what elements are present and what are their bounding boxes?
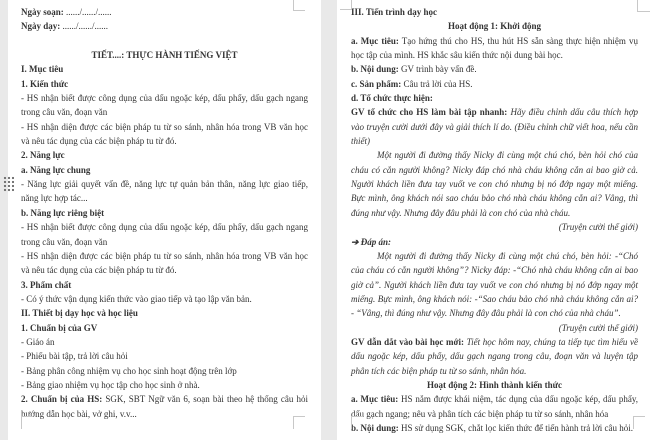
paragraph (351, 392, 638, 421)
text-run: b. Nội dung: (351, 64, 399, 75)
text-run: Ngày dạy: (21, 21, 63, 32)
paragraph (21, 364, 308, 378)
text-run: - HS nhận diện được các biện pháp tu từ so sánh, nhân hóa trong VB văn học và nêu tác dụng của các biện pháp tu từ đó. (21, 121, 308, 147)
paragraph (21, 120, 308, 149)
paragraph (351, 235, 638, 249)
paragraph (351, 220, 638, 234)
text-run: a. Mục tiêu: (351, 394, 399, 405)
text-run: - HS nhận biết được công dụng của dấu ngoặc kép, dấu phẩy, dấu gạch ngang trong câu văn, đoạn văn (21, 222, 308, 247)
page-2[interactable] (337, 0, 650, 440)
text-run: - Có ý thức vận dụng kiến thức vào giao tiếp và tạo lập văn bản. (21, 293, 252, 304)
text-run: II. Thiết bị dạy học và học liệu (21, 308, 138, 319)
text-run: - Phiếu bài tập, trả lời câu hỏi (21, 351, 128, 362)
text-run: Tiết học hôm nay, chúng ta tiếp tục tìm hiểu về dấu ngoặc kép, dấu phẩy, dấu gạch ngang trong câu, đoạn văn và luyện tập phân tích các biện pháp tu từ so sánh, nhân hóa. (351, 336, 639, 376)
text-run: GV dẫn dắt vào bài học mới: (351, 336, 465, 347)
text-run: Hoạt động 1: Khởi động (447, 21, 541, 32)
paragraph (351, 421, 638, 435)
text-run: 2. Năng lực (21, 150, 65, 161)
paragraph (21, 206, 308, 220)
text-run: Một người đi đường thấy Nicky đi cùng một chú chó, bèn hỏi chó của cháu có cắn người không? Nicky đáp chó nhà cháu không cắn ai bao giờ cả. Người khách liền đưa tay vuốt ve con chó nhưng bị nó đớp ngay một miếng. Bực mình, ông khách nói sao cháu bảo chó nhà cháu không cắn ai? Vâng, thì đúng như vậy. Nhưng đây đâu phải là con chó của nhà cháu. (351, 150, 638, 218)
text-run: Hoạt động 2: Hình thành kiến thức (427, 379, 562, 390)
text-run: HS nắm được khái niệm, tác dụng của dấu ngoặc kép, dấu phẩy, dấu gạch ngang; nêu và phân tích các biện pháp tu từ so sánh, nhân hóa (351, 394, 638, 419)
paragraph (351, 148, 638, 220)
text-run: d. Tổ chức thực hiện: (351, 93, 433, 104)
paragraph (21, 48, 308, 62)
paragraph (21, 335, 308, 349)
paragraph (21, 278, 308, 292)
text-run: a. Mục tiêu: (351, 35, 399, 46)
text-run: SGK, SBT Ngữ văn 6, soạn bài theo hệ thống câu hỏi hướng dẫn học bài, vở ghi, v.v... (21, 394, 308, 419)
text-run: (Truyện cười thế giới) (558, 222, 638, 233)
paragraph (21, 220, 308, 249)
text-run: - Bảng phân công nhiệm vụ cho học sinh hoạt động trên lớp (21, 365, 237, 376)
paragraph (21, 148, 308, 162)
paragraph (21, 19, 308, 33)
text-run: 2. Chuẩn bị của HS: (21, 394, 103, 405)
text-run: 1. Chuẩn bị của GV (21, 322, 98, 333)
paragraph (351, 62, 638, 76)
paragraph (21, 306, 308, 320)
paragraph (351, 19, 638, 33)
text-run: - Giáo án (21, 336, 55, 347)
paragraph (351, 335, 638, 378)
text-run: GV trình bày vấn đề. (398, 64, 477, 75)
text-run: ➔ Đáp án: (351, 236, 392, 247)
text-run: - HS nhận diện được các biện pháp tu từ so sánh, nhân hóa trong VB văn học và nêu tác dụng của các biện pháp tu từ đó. (21, 250, 308, 276)
page-2-text (337, 0, 650, 435)
drag-handle-icon[interactable] (3, 176, 14, 192)
paragraph (351, 378, 638, 392)
page-gap (321, 0, 337, 440)
paragraph (351, 5, 638, 19)
text-run: b. Nội dung: (351, 422, 399, 433)
text-run: Ngày soạn: (21, 7, 67, 17)
text-run: ....../....../...... (66, 7, 112, 17)
text-run: b. Năng lực riêng biệt (21, 207, 105, 218)
paragraph (21, 292, 308, 306)
text-run: TIẾT....: THỰC HÀNH TIẾNG VIỆT (91, 50, 238, 61)
paragraph (351, 91, 638, 105)
paragraph (21, 77, 308, 91)
text-run: GV tổ chức cho HS làm bài tập nhanh: (351, 107, 508, 118)
paragraph (21, 378, 308, 392)
text-run: - HS nhận biết được công dụng của dấu ngoặc kép, dấu phẩy, dấu gạch ngang trong câu văn, đoạn văn (21, 93, 308, 118)
paragraph (21, 392, 308, 421)
paragraph (351, 34, 638, 63)
paragraph (21, 34, 308, 48)
canvas-left-gutter (0, 0, 8, 440)
text-run: I. Mục tiêu (21, 64, 64, 75)
paragraph (351, 105, 638, 148)
text-run: 3. Phẩm chất (21, 279, 72, 290)
text-run: a. Năng lực chung (21, 164, 91, 175)
text-run: Tạo hứng thú cho HS, thu hút HS sẵn sàng thực hiện nhiệm vụ học tập của mình. HS khắc sâu kiến thức nội dung bài học. (351, 35, 638, 61)
text-run: c. Sản phẩm: (351, 78, 402, 89)
paragraph (351, 249, 638, 321)
page-1-text (8, 0, 321, 421)
text-run: 1. Kiến thức (21, 78, 69, 89)
paragraph (21, 5, 308, 19)
text-run: - Bảng giao nhiệm vụ học tập cho học sinh ở nhà. (21, 379, 200, 390)
paragraph (21, 249, 308, 278)
text-run: ....../....../...... (62, 21, 109, 32)
text-run: - Năng lực giải quyết vấn đề, năng lực tự quản bản thân, năng lực giao tiếp, năng lực hợp tác... (21, 179, 308, 204)
text-run: HS sử dụng SGK, chắt lọc kiến thức để tiến hành trả lời câu hỏi. (398, 422, 634, 433)
paragraph (21, 177, 308, 206)
text-run: Câu trả lời của HS. (401, 78, 473, 89)
paragraph (21, 163, 308, 177)
text-run: Hãy điều chỉnh dấu câu thích hợp vào truyện cười dưới đây và giải thích lí do. (Điều chỉnh chữ viết hoa, nếu cần thiết) (351, 107, 639, 147)
paragraph (21, 91, 308, 120)
paragraph (351, 77, 638, 91)
text-run: Một người đi đường thấy Nicky đi cùng một chú chó, bèn hỏi: -“Chó của cháu có cắn người không”? Nicky đáp: -“Chó nhà cháu không cắn ai bao giờ cả”. Người khách liền đưa tay vuốt ve con chó nhưng bị nó đớp ngay một miếng. Bực mình, ông khách nói: -“Sao cháu bảo chó nhà cháu không cắn ai? - “Vâng, thì đúng như vậy. Nhưng đây đâu phải là con chó của nhà cháu”. (351, 250, 638, 319)
paragraph (21, 349, 308, 363)
text-run: (Truyện cười thế giới) (558, 322, 638, 333)
page-1[interactable] (8, 0, 321, 440)
paragraph (21, 62, 308, 76)
paragraph (21, 321, 308, 335)
paragraph (351, 321, 638, 335)
text-run: III. Tiến trình dạy học (351, 7, 437, 17)
